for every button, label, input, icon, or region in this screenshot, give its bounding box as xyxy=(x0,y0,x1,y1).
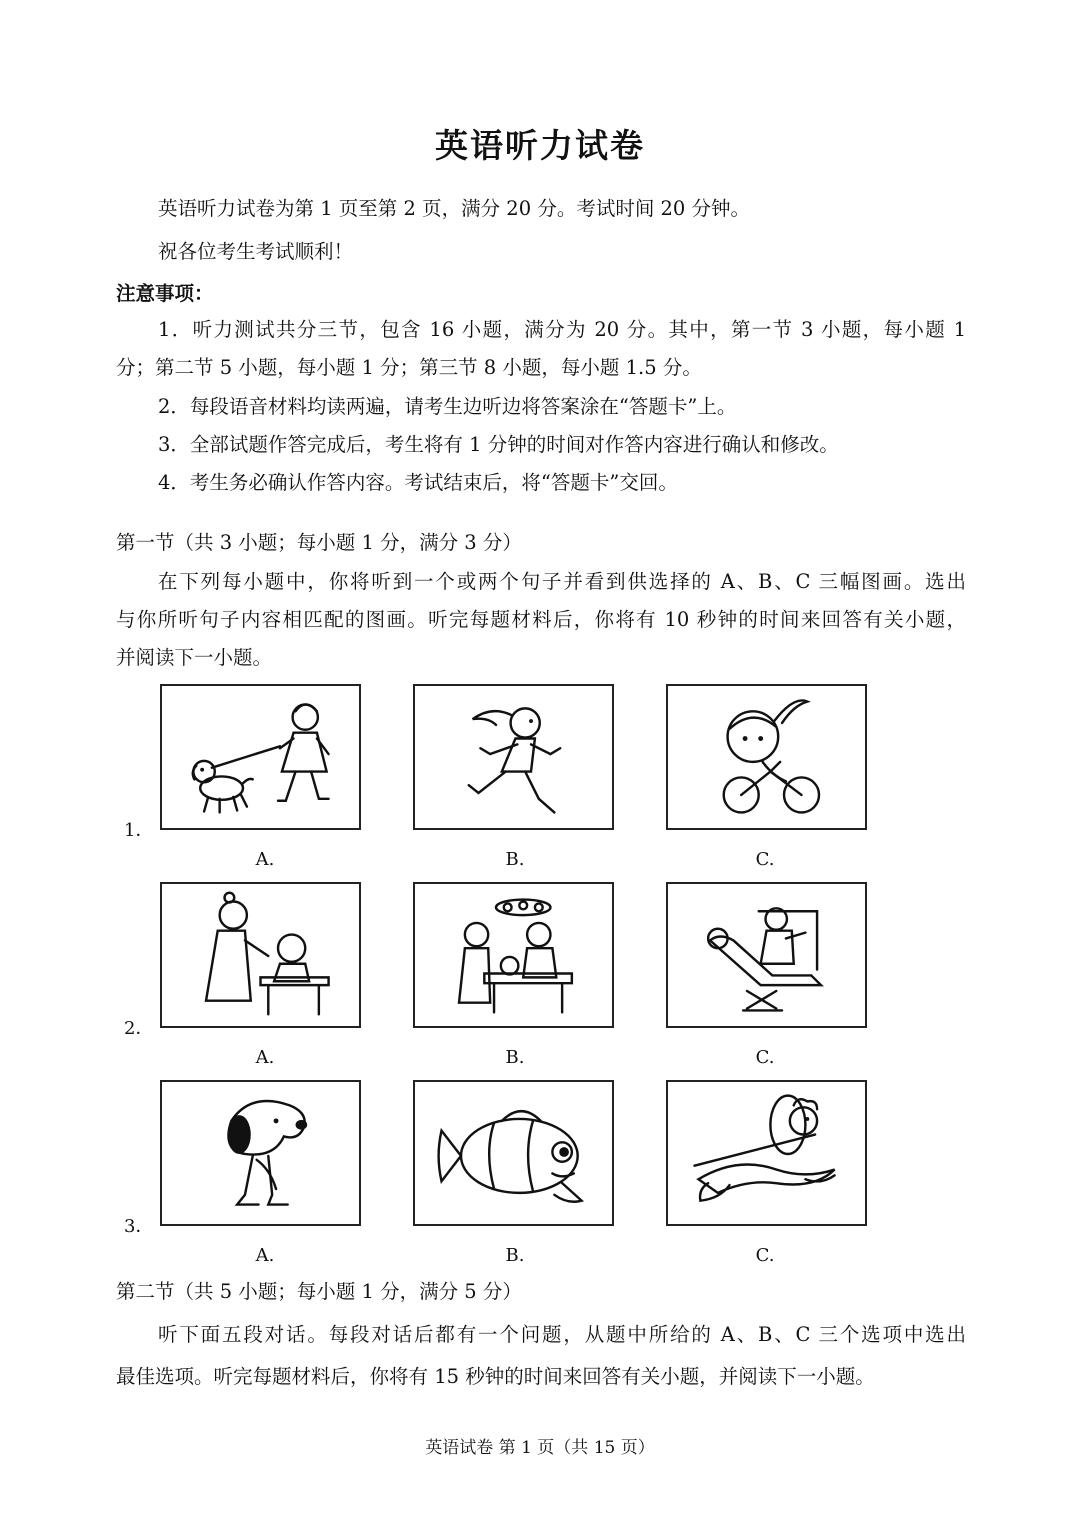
section1-heading: 第一节（共 3 小题；每小题 1 分，满分 3 分） xyxy=(116,531,522,554)
cartoon-dog-icon xyxy=(162,1082,359,1224)
q1-option-c-label: C. xyxy=(755,849,775,870)
page-title: 英语听力试卷 xyxy=(435,126,645,165)
girl-running-icon xyxy=(415,686,612,828)
q2-option-c-label: C. xyxy=(755,1047,775,1068)
child-riding-bike-icon xyxy=(668,686,865,828)
q2-option-c-image[interactable] xyxy=(666,882,867,1028)
q1-option-a-image[interactable] xyxy=(160,684,361,830)
intro-line-1: 英语听力试卷为第 1 页至第 2 页，满分 20 分。考试时间 20 分钟。 xyxy=(158,197,751,220)
q3-option-c-label: C. xyxy=(755,1245,775,1266)
q3-option-b-image[interactable] xyxy=(413,1080,614,1226)
dentist-chair-icon xyxy=(668,884,865,1026)
cartoon-clownfish-icon xyxy=(415,1082,612,1224)
question-3-number: 3． xyxy=(124,1216,154,1237)
surgeons-operating-icon xyxy=(415,884,612,1026)
question-2-number: 2． xyxy=(124,1018,154,1039)
section1-instruction-b: 与你所听句子内容相匹配的图画。听完每题材料后，你将有 10 秒钟的时间来回答有关小题， xyxy=(116,608,966,631)
girl-walking-dog-icon xyxy=(162,686,359,828)
notice-item-2: 2．每段语音材料均读两遍，请考生边听边将答案涂在“答题卡”上。 xyxy=(158,395,737,418)
q3-option-a-image[interactable] xyxy=(160,1080,361,1226)
page-footer: 英语试卷 第 1 页（共 15 页） xyxy=(425,1438,655,1458)
intro-line-2: 祝各位考生考试顺利！ xyxy=(158,240,354,263)
q2-option-b-label: B. xyxy=(505,1047,525,1068)
q2-option-b-image[interactable] xyxy=(413,882,614,1028)
doctor-with-child-icon xyxy=(162,884,359,1026)
q3-option-c-image[interactable] xyxy=(666,1080,867,1226)
section2-heading: 第二节（共 5 小题；每小题 1 分，满分 5 分） xyxy=(116,1280,522,1303)
q1-option-a-label: A. xyxy=(255,849,275,870)
notice-item-1b: 分；第二节 5 小题，每小题 1 分；第三节 8 小题，每小题 1.5 分。 xyxy=(116,356,702,379)
monkey-king-icon xyxy=(668,1082,865,1224)
q3-option-a-label: A. xyxy=(255,1245,275,1266)
section2-instruction-b: 最佳选项。听完每题材料后，你将有 15 秒钟的时间来回答有关小题，并阅读下一小题。 xyxy=(116,1365,875,1388)
notice-item-3: 3．全部试题作答完成后，考生将有 1 分钟的时间对作答内容进行确认和修改。 xyxy=(158,433,839,456)
section2-instruction-a: 听下面五段对话。每段对话后都有一个问题，从题中所给的 A、B、C 三个选项中选出 xyxy=(158,1323,966,1346)
q1-option-b-image[interactable] xyxy=(413,684,614,830)
q1-option-b-label: B. xyxy=(505,849,525,870)
notice-heading: 注意事项： xyxy=(116,282,214,305)
q3-option-b-label: B. xyxy=(505,1245,525,1266)
q2-option-a-label: A. xyxy=(255,1047,275,1068)
notice-item-1a: 1．听力测试共分三节，包含 16 小题，满分为 20 分。其中，第一节 3 小题，每小题 1 xyxy=(158,318,966,341)
question-1-number: 1． xyxy=(124,820,154,841)
section1-instruction-a: 在下列每小题中，你将听到一个或两个句子并看到供选择的 A、B、C 三幅图画。选出 xyxy=(158,570,966,593)
q2-option-a-image[interactable] xyxy=(160,882,361,1028)
q1-option-c-image[interactable] xyxy=(666,684,867,830)
section1-instruction-c: 并阅读下一小题。 xyxy=(116,646,273,669)
notice-item-4: 4．考生务必确认作答内容。考试结束后，将“答题卡”交回。 xyxy=(158,471,678,494)
